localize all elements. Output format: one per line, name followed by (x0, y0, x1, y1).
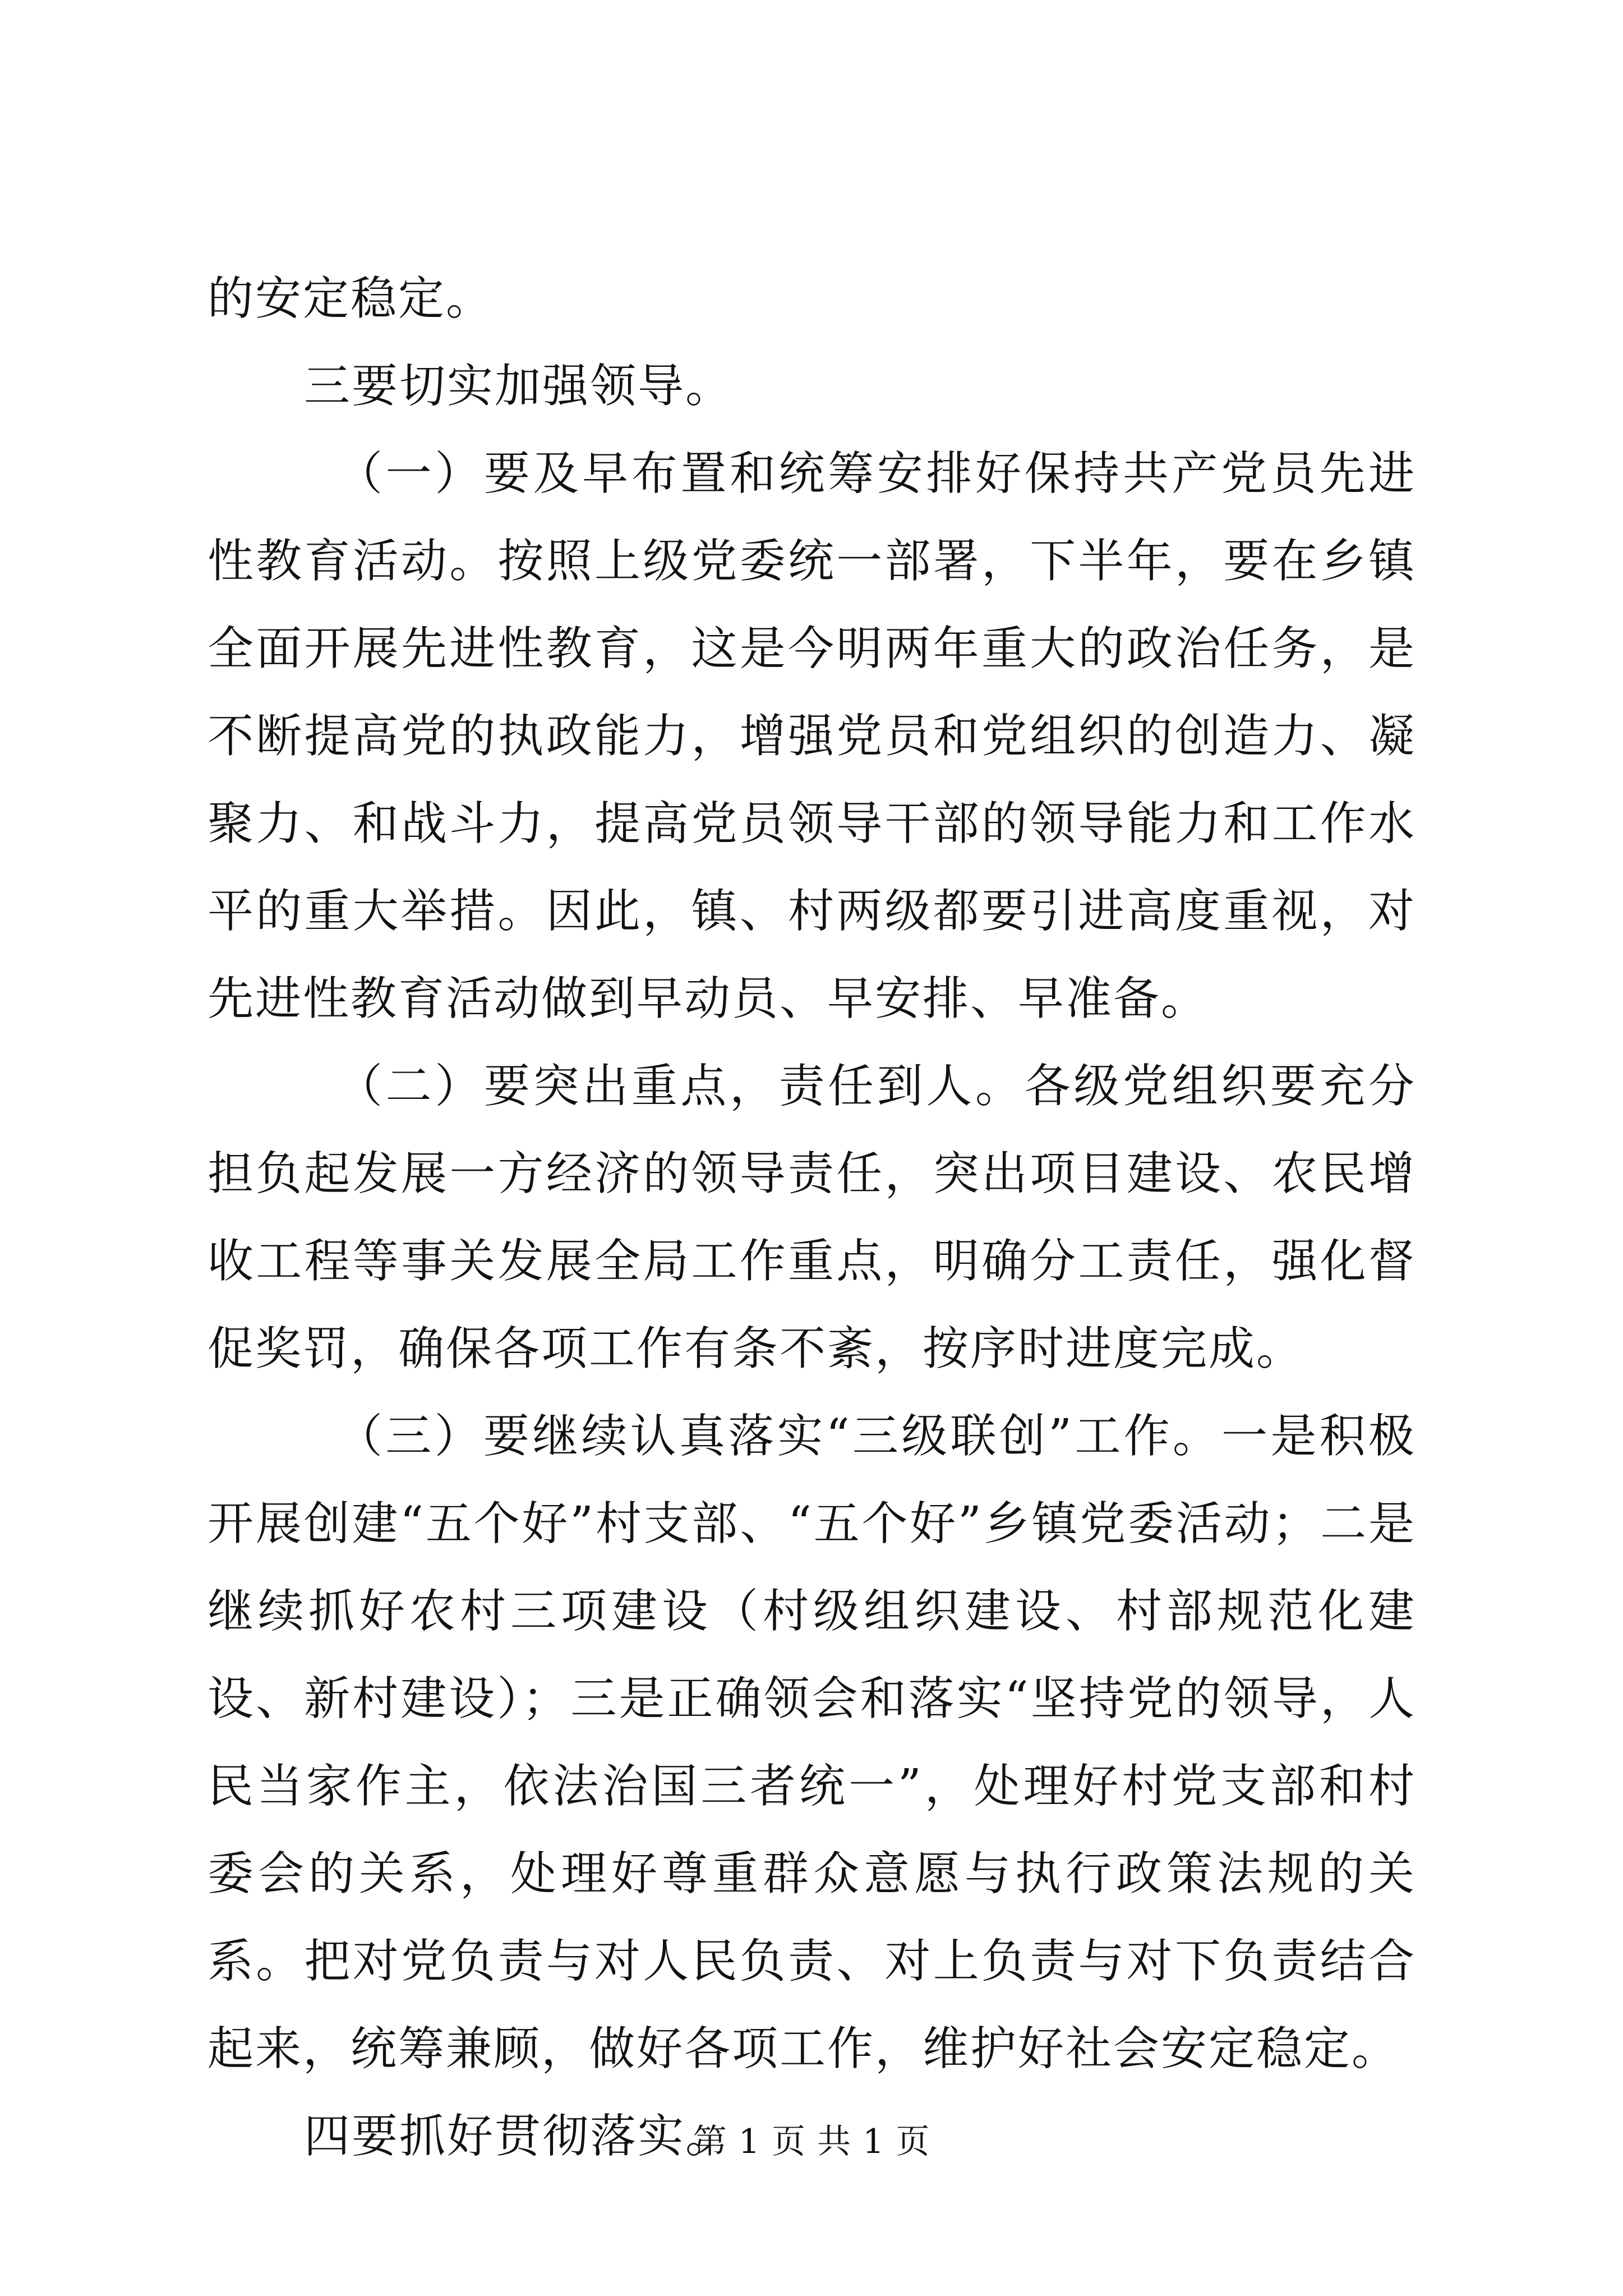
document-body (208, 255, 1416, 2180)
heading-section-three: 三要切实加强领导。 (304, 360, 734, 413)
heading-section-four: 四要抓好贯彻落实。 (304, 2110, 734, 2163)
paragraph-item-one: （一）要及早布置和统筹安排好保持共产党员先进性教育活动。按照上级党委统一部署，下半年，要在乡镇全面开展先进性教育，这是今明两年重大的政治任务，是不断提高党的执政能力，增强党员和党组织的创造力、凝聚力、和战斗力，提高党员领导干部的领导能力和工作水平的重大举措。因此，镇、村两级都要引进高度重视，对先进性教育活动做到早动员、早安排、早准备。 (208, 447, 1416, 1025)
paragraph-item-three: （三）要继续认真落实“三级联创”工作。一是积极开展创建“五个好”村支部、“五个好”乡镇党委活动；二是继续抓好农村三项建设（村级组织建设、村部规范化建设、新村建设）；三是正确领会和落实“坚持党的领导，人民当家作主，依法治国三者统一”，处理好村党支部和村委会的关系，处理好尊重群众意愿与执行政策法规的关系。把对党负责与对人民负责、对上负责与对下负责结合起来，统筹兼顾，做好各项工作，维护好社会安定稳定。 (208, 1410, 1416, 2076)
page-footer: 第 1 页 共 1 页 (693, 2122, 930, 2161)
paragraph-item-two: （二）要突出重点，责任到人。各级党组织要充分担负起发展一方经济的领导责任，突出项目建设、农民增收工程等事关发展全局工作重点，明确分工责任，强化督促奖罚，确保各项工作有条不紊，按序时进度完成。 (208, 1060, 1416, 1375)
paragraph-continuation: 的安定稳定。 (208, 272, 494, 325)
